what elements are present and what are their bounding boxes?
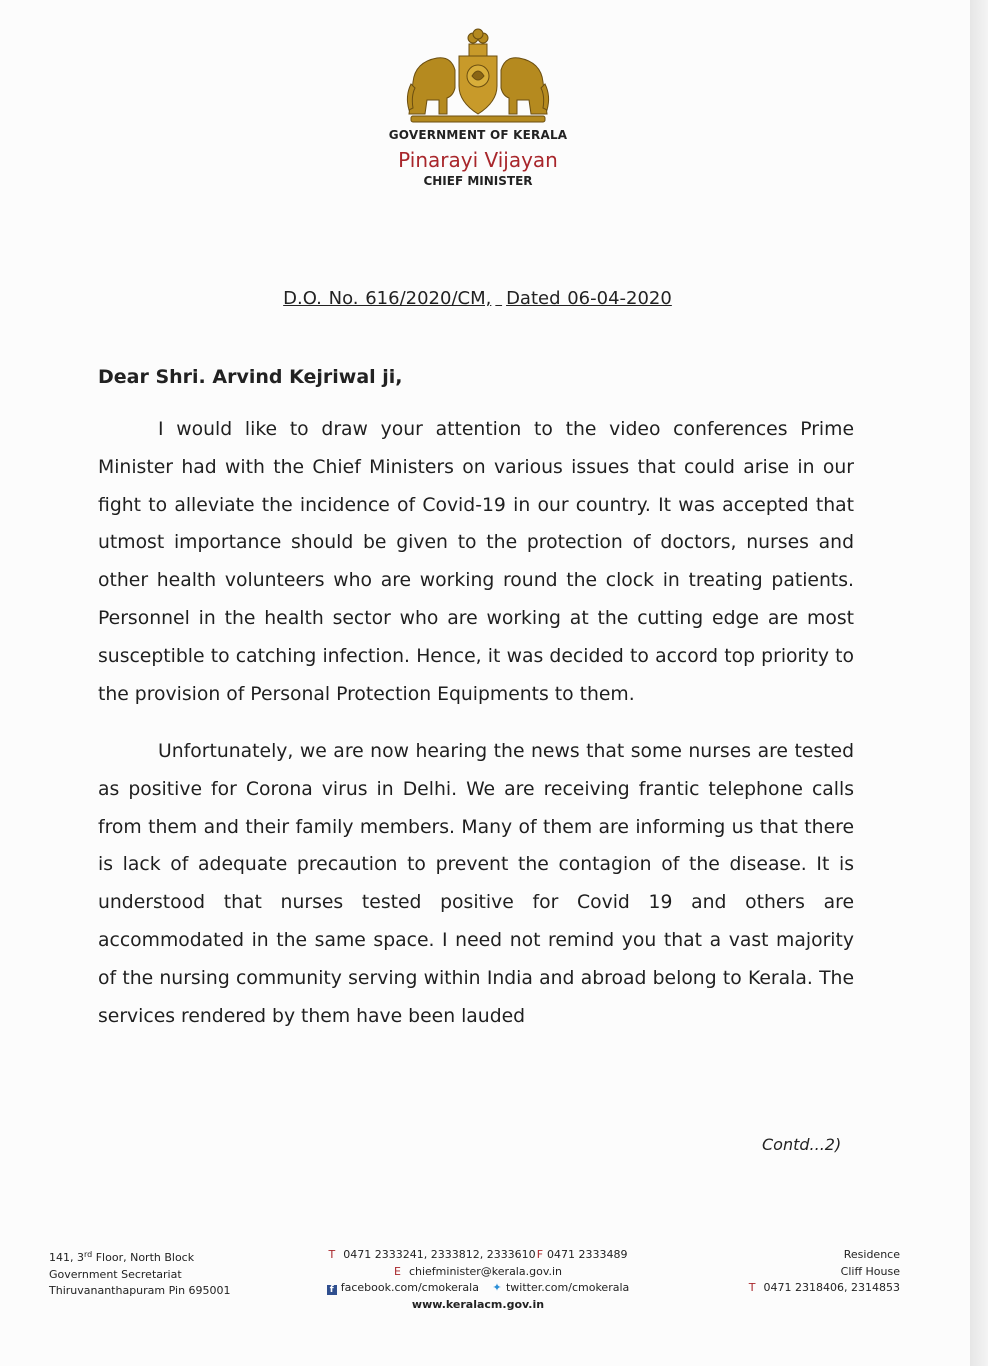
government-name: GOVERNMENT OF KERALA: [388, 128, 568, 142]
scan-edge: [970, 0, 988, 1366]
footer-residence: [700, 1247, 900, 1297]
footer-contact: [300, 1247, 656, 1313]
website-link[interactable]: www.keralacm.gov.in: [411, 1297, 545, 1311]
email-label: E: [394, 1264, 401, 1278]
salutation: Dear Shri. Arvind Kejriwal ji,: [98, 366, 403, 388]
reference-number: D.O. No. 616/2020/CM,: [283, 288, 492, 309]
residence-telephone-label: T: [748, 1281, 756, 1294]
chief-minister-name: Pinarayi Vijayan: [398, 148, 558, 172]
telephone-numbers: 0471 2333241, 2333812, 2333610: [343, 1248, 536, 1261]
residence-label: Residence: [843, 1248, 900, 1261]
address-line-2: Government Secretariat: [49, 1267, 182, 1281]
telephone-line: [300, 1247, 656, 1264]
letterhead: [328, 128, 628, 188]
residence-name: Cliff House: [840, 1264, 900, 1278]
residence-telephone-numbers: 0471 2318406, 2314853: [763, 1281, 900, 1294]
footer-office-address: [49, 1247, 231, 1300]
paragraph-1: I would like to draw your attention to the video conferences Prime Minister had with the Chief Ministers on various issues that could arise in our fight to alleviate the incidence of Covid-19 in our country. It was accepted that utmost importance should be given to the protection of doctors, nurses and other health volunteers who are working round the clock in treating patients. Personnel in the health sector who are working at the cutting edge are most susceptible to catching infection. Hence, it was decided to accord top priority to the provision of Personal Protection Equipments to them.: [98, 419, 854, 705]
reference-line: [0, 288, 955, 309]
designation: CHIEF MINISTER: [423, 174, 533, 188]
twitter-icon: ✦: [492, 1281, 502, 1294]
fax-label: F: [536, 1248, 544, 1261]
reference-date: Dated 06-04-2020: [506, 288, 672, 309]
facebook-link[interactable]: facebook.com/cmokerala: [340, 1281, 479, 1294]
kerala-emblem-icon: [403, 26, 553, 126]
twitter-link[interactable]: twitter.com/cmokerala: [505, 1281, 630, 1294]
paragraph-2: Unfortunately, we are now hearing the news that some nurses are tested as positive for Corona virus in Delhi. We are receiving frantic telephone calls from them and their family members. Many of them are informing us that there is lack of adequate precaution to prevent the contagion of the disease. It is understood that nurses tested positive for Covid 19 and others are accommodated in the same space. I need not remind you that a vast majority of the nursing community serving within India and abroad belong to Kerala. The services rendered by them have been lauded: [98, 741, 854, 1027]
social-line: [300, 1280, 656, 1297]
facebook-icon: f: [327, 1285, 337, 1295]
residence-telephone-line: [700, 1280, 900, 1297]
email-line: [300, 1264, 656, 1281]
address-line-1: 141, 3rd Floor, North Block: [49, 1250, 195, 1264]
address-line-3: Thiruvananthapuram Pin 695001: [49, 1284, 231, 1297]
continuation-note: Contd...2): [762, 1135, 842, 1154]
telephone-label: T: [328, 1248, 336, 1261]
fax-number: 0471 2333489: [547, 1248, 628, 1261]
email-address[interactable]: chiefminister@kerala.gov.in: [408, 1264, 562, 1278]
